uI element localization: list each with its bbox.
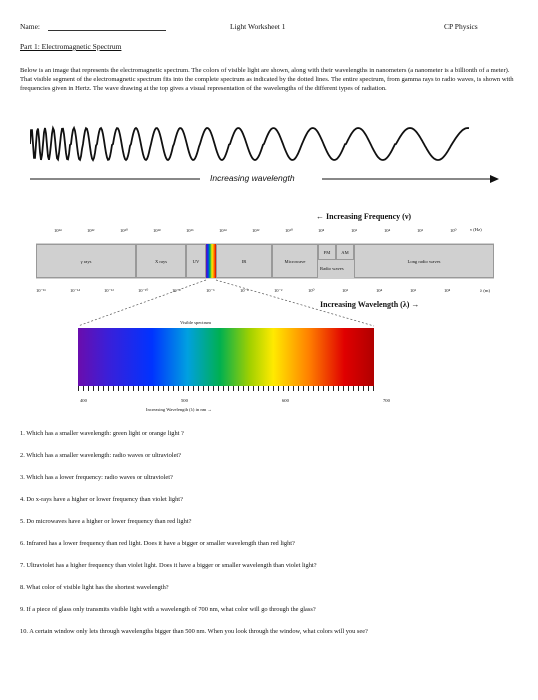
visible-tick: 700 — [383, 398, 390, 403]
frequency-tick: 10²⁴ — [54, 228, 62, 233]
band-microwave: Microwave — [272, 244, 318, 278]
intro-paragraph: Below is an image that represents the electromagnetic spectrum. The colors of visible light are shown, along with their wavelengths in nanometers (a nanometer is a billionth of a meter). That visible segment of the electromagnetic spectrum fits into the complete spectrum as indicated by the dotted lines. The entire spectrum, from gamma rays to radio waves, is shown with frequencies given in Hertz. The wave drawing at the top gives a visual representation of the wavelengths of the different types of radiation. — [20, 67, 514, 93]
question-5: 5. Do microwaves have a higher or lower frequency than red light? — [20, 518, 192, 525]
question-10: 10. A certain window only lets through wavelengths bigger than 500 nm. When you look through the window, what colors will you see? — [20, 628, 368, 635]
question-9: 9. If a piece of glass only transmits visible light with a wavelength of 700 nm, what color will go through the glass? — [20, 606, 316, 613]
frequency-tick: 10² — [417, 228, 423, 233]
wavelength-tick: 10⁻⁸ — [172, 288, 181, 293]
frequency-tick: 10¹² — [252, 228, 260, 233]
band-gamma: γ rays — [36, 244, 136, 278]
visible-axis-label: Increasing Wavelength (λ) in nm → — [146, 407, 212, 412]
band-uv: UV — [186, 244, 206, 278]
name-label: Name: — [20, 22, 40, 31]
wavelength-tick: 10⁻¹² — [104, 288, 114, 293]
band-radio: Radio waves — [320, 266, 344, 271]
wavelength-tick: 10⁴ — [376, 288, 383, 293]
band-long-radio: Long radio waves — [354, 244, 494, 278]
band-am: AM — [336, 244, 354, 260]
question-6: 6. Infrared has a lower frequency than red light. Does it have a bigger or smaller wavelength than red light? — [20, 540, 295, 547]
visible-tick: 600 — [282, 398, 289, 403]
worksheet-title: Light Worksheet 1 — [230, 22, 286, 31]
wavelength-title: Increasing Wavelength (λ) → — [320, 300, 420, 309]
frequency-tick: 10¹⁸ — [153, 228, 161, 233]
frequency-tick: 10²⁰ — [120, 228, 128, 233]
visible-tick: 400 — [80, 398, 87, 403]
wavelength-tick: 10⁸ — [444, 288, 451, 293]
frequency-tick: 10⁸ — [318, 228, 325, 233]
question-2: 2. Which has a smaller wavelength: radio waves or ultraviolet? — [20, 452, 182, 459]
band-xray: X rays — [136, 244, 186, 278]
wavelength-unit: λ (m) — [480, 288, 491, 293]
visible-scale — [78, 386, 374, 391]
question-3: 3. Which has a lower frequency: radio waves or ultraviolet? — [20, 474, 173, 481]
question-8: 8. What color of visible light has the shortest wavelength? — [20, 584, 169, 591]
visible-label: Visible spectrum — [180, 320, 211, 325]
frequency-tick: 10¹⁶ — [186, 228, 194, 233]
wavelength-tick: 10⁻¹⁶ — [36, 288, 46, 293]
visible-connection-lines — [0, 0, 538, 340]
course-name: CP Physics — [444, 22, 478, 31]
band-fm: FM — [318, 244, 336, 260]
wavelength-tick: 10⁻¹⁰ — [138, 288, 149, 293]
frequency-unit: ν (Hz) — [470, 227, 482, 232]
question-7: 7. Ultraviolet has a higher frequency than violet light. Does it have a bigger or smaller wavelength than violet light? — [20, 562, 317, 569]
frequency-title: ← Increasing Frequency (ν) — [316, 212, 412, 221]
section-title: Part 1: Electromagnetic Spectrum — [20, 42, 122, 51]
band-ir: IR — [216, 244, 272, 278]
frequency-tick: 10¹⁴ — [219, 228, 227, 233]
frequency-tick: 10¹⁰ — [285, 228, 293, 233]
frequency-tick: 10⁴ — [384, 228, 391, 233]
wavelength-tick: 10⁻⁴ — [240, 288, 249, 293]
frequency-tick: 10⁰ — [450, 228, 457, 233]
wavelength-tick: 10⁻¹⁴ — [70, 288, 80, 293]
visible-spectrum-bar — [78, 328, 374, 386]
wavelength-tick: 10⁶ — [410, 288, 417, 293]
frequency-tick: 10²² — [87, 228, 95, 233]
wavelength-tick: 10² — [342, 288, 348, 293]
question-1: 1. Which has a smaller wavelength: green light or orange light ? — [20, 430, 184, 437]
wave-axis-label: Increasing wavelength — [210, 173, 295, 183]
frequency-tick: 10⁶ — [351, 228, 358, 233]
visible-tick: 500 — [181, 398, 188, 403]
wavelength-tick: 10⁻⁶ — [206, 288, 215, 293]
wavelength-tick: 10⁰ — [308, 288, 315, 293]
question-4: 4. Do x-rays have a higher or lower frequency than violet light? — [20, 496, 183, 503]
wavelength-tick: 10⁻² — [274, 288, 283, 293]
